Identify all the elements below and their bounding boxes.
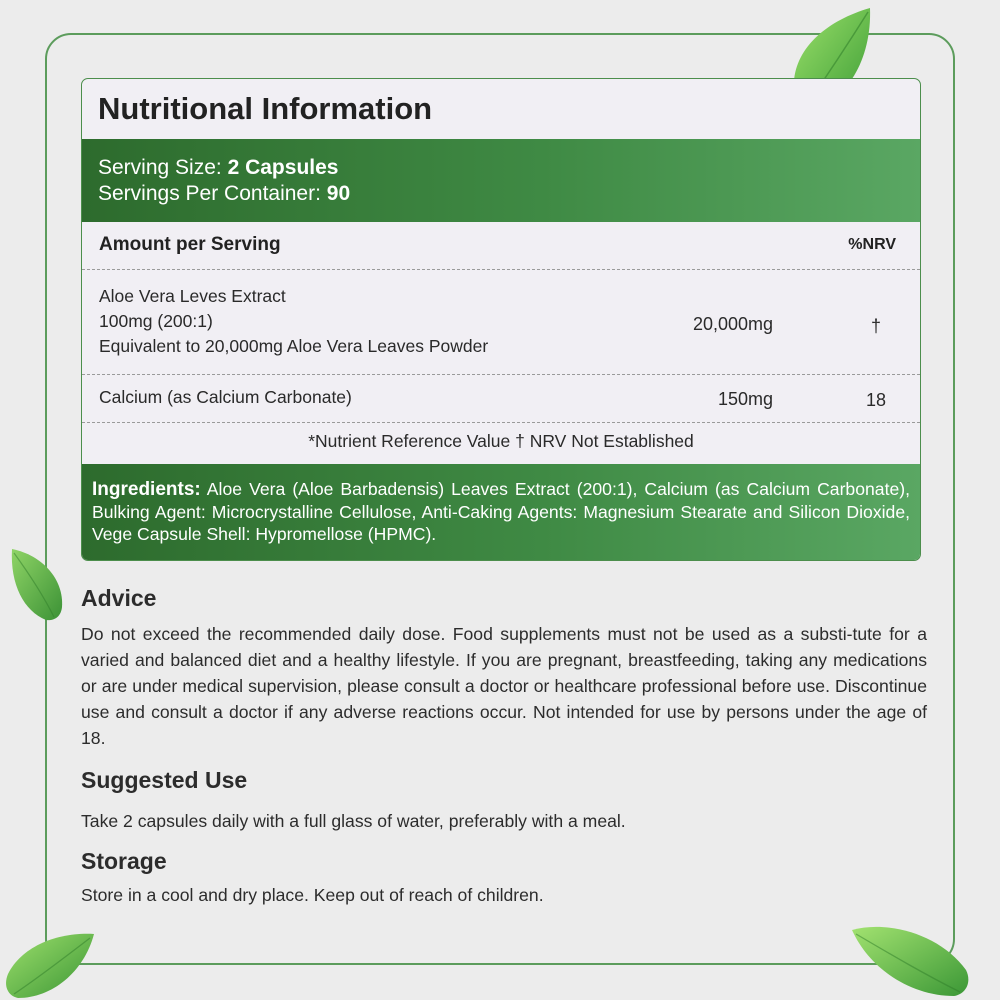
serving-size — [98, 155, 920, 181]
table-row-name — [99, 385, 352, 410]
servings-per-container — [98, 181, 920, 207]
column-header-nrv: %NRV — [848, 236, 896, 253]
table-row-name — [99, 284, 488, 359]
row-line: 100mg (200:1) — [99, 311, 213, 331]
leaf-icon — [0, 928, 100, 1000]
row-line: Aloe Vera Leves Extract — [99, 286, 286, 306]
ingredients-box — [82, 464, 920, 561]
row-line: Equivalent to 20,000mg Aloe Vera Leaves Powder — [99, 336, 489, 356]
advice-heading: Advice — [81, 585, 157, 611]
divider — [82, 374, 920, 375]
panel-title: Nutritional Information — [98, 91, 433, 126]
row-nrv: 18 — [865, 390, 887, 410]
suggested-use-text: Take 2 capsules daily with a full glass of water, preferably with a meal. — [81, 811, 626, 831]
advice-text: Do not exceed the recommended daily dose. Food supplements must not be used as a substi-tute for a varied and balanced diet and a healthy lifestyle. If you are pregnant, breastfeeding, taking any medications or are under medical supervision, please consult a doctor or healthcare professional before use. Discontinue use and consult a doctor if any adverse reactions occur. Not intended for use by persons under the age of 18. — [81, 624, 927, 748]
leaf-icon — [4, 545, 66, 623]
leaf-icon — [848, 920, 972, 1000]
footnote: *Nutrient Reference Value † NRV Not Established — [308, 431, 694, 451]
divider — [82, 422, 920, 423]
row-amount: 150mg — [717, 389, 773, 409]
storage-text: Store in a cool and dry place. Keep out of reach of children. — [81, 885, 544, 905]
servings-per-container-value: 90 — [326, 182, 351, 205]
ingredients-text: Aloe Vera (Aloe Barbadensis) Leaves Extract (200:1), Calcium (as Calcium Carbonate), Bulking Agent: Microcrystalline Cellulose, Anti-Caking Agents: Magnesium Stearate and Silicon Dioxide, Vege Capsule Shell: Hypromellose (HPMC). — [92, 479, 910, 544]
row-amount: 20,000mg — [692, 314, 773, 334]
serving-info — [82, 139, 920, 222]
storage-heading: Storage — [81, 848, 167, 874]
ingredients-label: Ingredients: — [92, 479, 201, 500]
serving-size-value: 2 Capsules — [227, 156, 339, 179]
divider — [82, 269, 920, 270]
servings-per-container-label: Servings Per Container: — [98, 182, 321, 205]
nutrition-panel — [81, 78, 921, 561]
serving-size-label: Serving Size: — [98, 156, 222, 179]
row-line: Calcium (as Calcium Carbonate) — [99, 387, 352, 407]
suggested-use-heading: Suggested Use — [81, 767, 248, 793]
column-header-amount: Amount per Serving — [99, 234, 281, 255]
row-nrv: † — [870, 316, 881, 336]
